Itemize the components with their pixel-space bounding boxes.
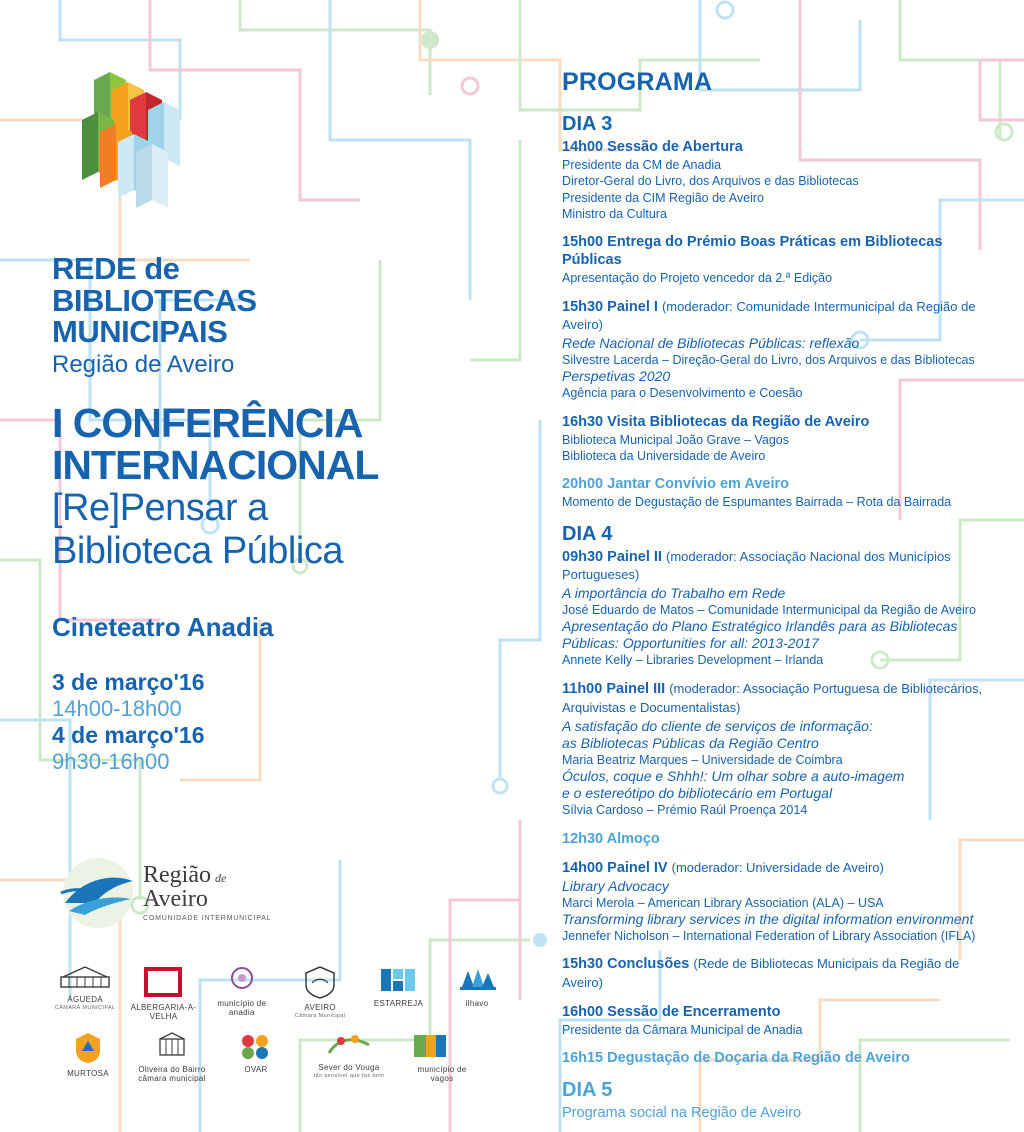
session-hour: 20h00 [562, 476, 604, 493]
brand-line-1: REDE de [52, 251, 180, 286]
session-block [562, 859, 992, 945]
session-block [562, 475, 992, 510]
session-line: Momento de Degustação de Espumantes Bairrada – Rota da Bairrada [562, 495, 952, 510]
session-line: Óculos, coque e Shhh!: Um olhar sobre a auto-imagem [562, 768, 905, 785]
session-block [562, 955, 992, 991]
municipality-logo-vagos [406, 1031, 478, 1083]
session-moderator: (moderador: Associação Nacional dos Municípios Portugueses) [562, 548, 951, 582]
conference-subtitle-line-1: [Re]Pensar a [52, 487, 268, 530]
session-line: Sílvia Cardoso – Prémio Raúl Proença 2014 [562, 803, 808, 818]
dates-block [52, 669, 522, 775]
ilhavo-boats-icon [454, 965, 500, 995]
session-line: Ministro da Cultura [562, 206, 667, 221]
municipal-logos-row-1 [52, 965, 522, 1021]
venue-name: Cineteatro Anadia [52, 612, 274, 643]
date-2: 4 de março'16 [52, 722, 205, 749]
session-title [562, 233, 992, 269]
session-line: Biblioteca Municipal João Grave – Vagos [562, 432, 789, 447]
session-line: Transforming library services in the digital information environment [562, 911, 974, 928]
session-block [562, 298, 992, 402]
session-name: Degustação de Doçaria da Região de Aveiro [603, 1050, 910, 1067]
session-line: as Bibliotecas Públicas da Região Centro [562, 734, 819, 751]
session-name: Programa social na Região de Aveiro [562, 1105, 802, 1122]
municipality-name: Oliveira do Bairro câmara municipal [138, 1065, 206, 1083]
session-line: Agência para o Desenvolvimento e Coesão [562, 386, 803, 401]
albergaria-crest-icon [140, 965, 186, 999]
session-line: José Eduardo de Matos – Comunidade Intermunicipal da Região de Aveiro [562, 602, 976, 617]
session-moderator: (Rede de Bibliotecas Municipais da Região de Aveiro) [562, 956, 960, 990]
municipal-logos-row-2 [52, 1031, 522, 1083]
left-column [52, 60, 522, 775]
programa-day-dia3 [562, 113, 992, 511]
murtosa-crest-icon [68, 1031, 108, 1065]
session-title [562, 298, 992, 334]
municipality-logo-anadia [209, 965, 275, 1017]
session-moderator-line2: Arquivistas e Documentalistas) [562, 699, 741, 715]
session-name: Painel III [602, 680, 670, 697]
estarreja-symbol-icon [375, 965, 421, 995]
session-line: Perspetivas 2020 [562, 368, 671, 385]
ovar-symbol-icon [235, 1031, 277, 1061]
municipality-name: OVAR [244, 1065, 268, 1074]
municipality-logo-ovar [220, 1031, 292, 1083]
session-title [562, 1049, 992, 1067]
session-title [562, 413, 992, 431]
session-line: Presidente da CIM Região de Aveiro [562, 190, 764, 205]
session-line: A importância do Trabalho em Rede [562, 584, 786, 601]
ra-word-aveiro: Aveiro [143, 886, 208, 912]
municipal-logos [52, 965, 522, 1097]
day-label: DIA 5 [562, 1079, 613, 1102]
municipality-logo-aveiro [287, 965, 353, 1017]
municipality-logo-estarreja [365, 965, 431, 1017]
session-title [562, 955, 992, 991]
municipality-logo-sever-do-vouga [304, 1031, 394, 1083]
session-hour: 09h30 [562, 548, 604, 565]
session-line: Marci Merola – American Library Association (ALA) – USA [562, 895, 884, 910]
session-name: Conclusões [603, 956, 694, 973]
municipality-name: MURTOSA [67, 1069, 109, 1078]
vagos-symbol-icon [412, 1031, 472, 1061]
time-2: 9h30-16h00 [52, 749, 170, 775]
session-name: Almoço [603, 830, 660, 847]
session-title [562, 859, 992, 877]
session-line: Rede Nacional de Bibliotecas Públicas: reflexão [562, 334, 860, 351]
municipality-sub: tão sensível que faz bem [313, 1072, 385, 1079]
conference-title [52, 399, 522, 572]
municipality-name: ALBERGARIA-A-VELHA [130, 1003, 197, 1021]
anadia-symbol-icon [222, 965, 262, 995]
municipality-logo-agueda [52, 965, 118, 1017]
municipality-logo-ilhavo [444, 965, 510, 1017]
session-title [562, 680, 992, 698]
municipality-name: AVEIRO [304, 1003, 336, 1012]
session-moderator-cont [562, 699, 992, 717]
session-line: e o estereótipo do bibliotecário em Portugal [562, 785, 833, 802]
session-line: Públicas: Opportunities for all: 2013-2017 [562, 635, 819, 652]
conference-title-line-1: I CONFERÊNCIA [52, 399, 363, 446]
conference-subtitle-line-2: Biblioteca Pública [52, 529, 343, 572]
session-line: Apresentação do Projeto vencedor da 2.ª Edição [562, 271, 833, 286]
session-hour: 15h30 [562, 956, 604, 973]
municipality-sub: Câmara Municipal [294, 1012, 346, 1019]
session-title [562, 138, 992, 156]
brand-region: Região de Aveiro [52, 350, 235, 378]
session-block [562, 1049, 992, 1067]
date-1: 3 de março'16 [52, 669, 205, 696]
session-title [562, 548, 992, 584]
session-title [562, 830, 992, 848]
programa-day-dia4 [562, 523, 992, 1068]
session-block [562, 413, 992, 465]
municipality-logo-oliveira-do-bairro [136, 1031, 208, 1083]
municipality-logo-albergaria [130, 965, 197, 1021]
session-block [562, 680, 992, 819]
session-moderator: (moderador: Universidade de Aveiro) [671, 859, 884, 875]
session-name: Painel IV [603, 859, 672, 876]
session-hour: 15h30 [562, 298, 604, 315]
session-name: Painel I [603, 298, 662, 315]
municipality-logo-murtosa [52, 1031, 124, 1083]
regiao-de-aveiro-logo [55, 855, 295, 935]
session-block [562, 138, 992, 222]
session-title [562, 475, 992, 493]
session-hour: 16h00 [562, 1003, 604, 1020]
session-moderator: (moderador: Associação Portuguesa de Bibliotecários, [669, 680, 983, 696]
session-line: Biblioteca da Universidade de Aveiro [562, 448, 766, 463]
agueda-crest-icon [55, 965, 115, 991]
session-hour: 14h00 [562, 859, 604, 876]
session-line: Apresentação do Plano Estratégico Irlandês para as Bibliotecas [562, 618, 958, 635]
rede-bibliotecas-logo-icon [52, 60, 212, 225]
municipality-name: Sever do Vouga [318, 1063, 380, 1072]
session-line: Annete Kelly – Libraries Development – Irlanda [562, 653, 824, 668]
programa-column [562, 68, 992, 1123]
session-hour: 16h30 [562, 413, 604, 430]
time-1: 14h00-18h00 [52, 696, 182, 722]
session-block [562, 830, 992, 848]
municipality-name: ÁGUEDA [67, 995, 103, 1004]
oliveira-crest-icon [152, 1031, 192, 1061]
session-title [562, 1104, 992, 1122]
session-hour: 16h15 [562, 1050, 604, 1067]
session-line: Diretor-Geral do Livro, dos Arquivos e das Bibliotecas [562, 174, 859, 189]
session-line: Silvestre Lacerda – Direção-Geral do Livro, dos Arquivos e das Bibliotecas [562, 352, 975, 367]
session-line: Presidente da Câmara Municipal de Anadia [562, 1022, 803, 1037]
ra-word-regiao: Região [143, 862, 211, 888]
session-line: Presidente da CM de Anadia [562, 158, 722, 173]
conference-title-line-2: INTERNACIONAL [52, 442, 379, 489]
session-name: Sessão de Encerramento [603, 1003, 781, 1020]
regiao-aveiro-wordmark [143, 863, 271, 922]
session-line: Maria Beatriz Marques – Universidade de Coimbra [562, 752, 843, 767]
brand-title [52, 253, 522, 380]
session-title [562, 1003, 992, 1021]
session-block [562, 548, 992, 669]
session-line: Library Advocacy [562, 877, 669, 894]
ra-word-de: de [214, 871, 227, 885]
day-label: DIA 3 [562, 113, 613, 135]
municipality-name: ílhavo [465, 999, 489, 1008]
session-name: Sessão de Abertura [603, 139, 743, 155]
municipality-name: município de anadia [217, 999, 267, 1017]
aveiro-crest-icon [300, 965, 340, 999]
session-block [562, 233, 992, 287]
session-hour: 15h00 [562, 234, 604, 251]
session-block [562, 1003, 992, 1038]
session-name: Visita Bibliotecas da Região de Aveiro [603, 413, 870, 430]
session-line: Jennefer Nicholson – International Federation of Library Association (IFLA) [562, 929, 976, 944]
session-line: A satisfação do cliente de serviços de informação: [562, 717, 873, 734]
day-label: DIA 4 [562, 522, 613, 545]
session-name: Jantar Convívio em Aveiro [603, 476, 789, 493]
programa-day-dia5 [562, 1079, 992, 1122]
sever-do-vouga-symbol-icon [325, 1031, 373, 1059]
session-moderator: (moderador: Comunidade Intermunicipal da Região de Aveiro) [562, 298, 976, 332]
brand-line-2: BIBLIOTECAS [52, 282, 257, 318]
session-name: Painel II [603, 548, 666, 565]
regiao-aveiro-bird-icon [55, 855, 141, 931]
ra-caption: COMUNIDADE INTERMUNICIPAL [143, 915, 272, 922]
session-name: Entrega do Prémio Boas Práticas em Bibliotecas Públicas [562, 234, 943, 269]
municipality-sub: CÂMARA MUNICIPAL [54, 1004, 116, 1011]
session-hour: 14h00 [562, 139, 604, 155]
programa-heading: PROGRAMA [562, 68, 713, 96]
municipality-name: município de vagos [417, 1065, 467, 1083]
municipality-name: ESTARREJA [373, 999, 424, 1008]
session-hour: 11h00 [562, 680, 603, 697]
brand-line-3: MUNICIPAIS [52, 314, 228, 350]
session-hour: 12h30 [562, 830, 604, 847]
